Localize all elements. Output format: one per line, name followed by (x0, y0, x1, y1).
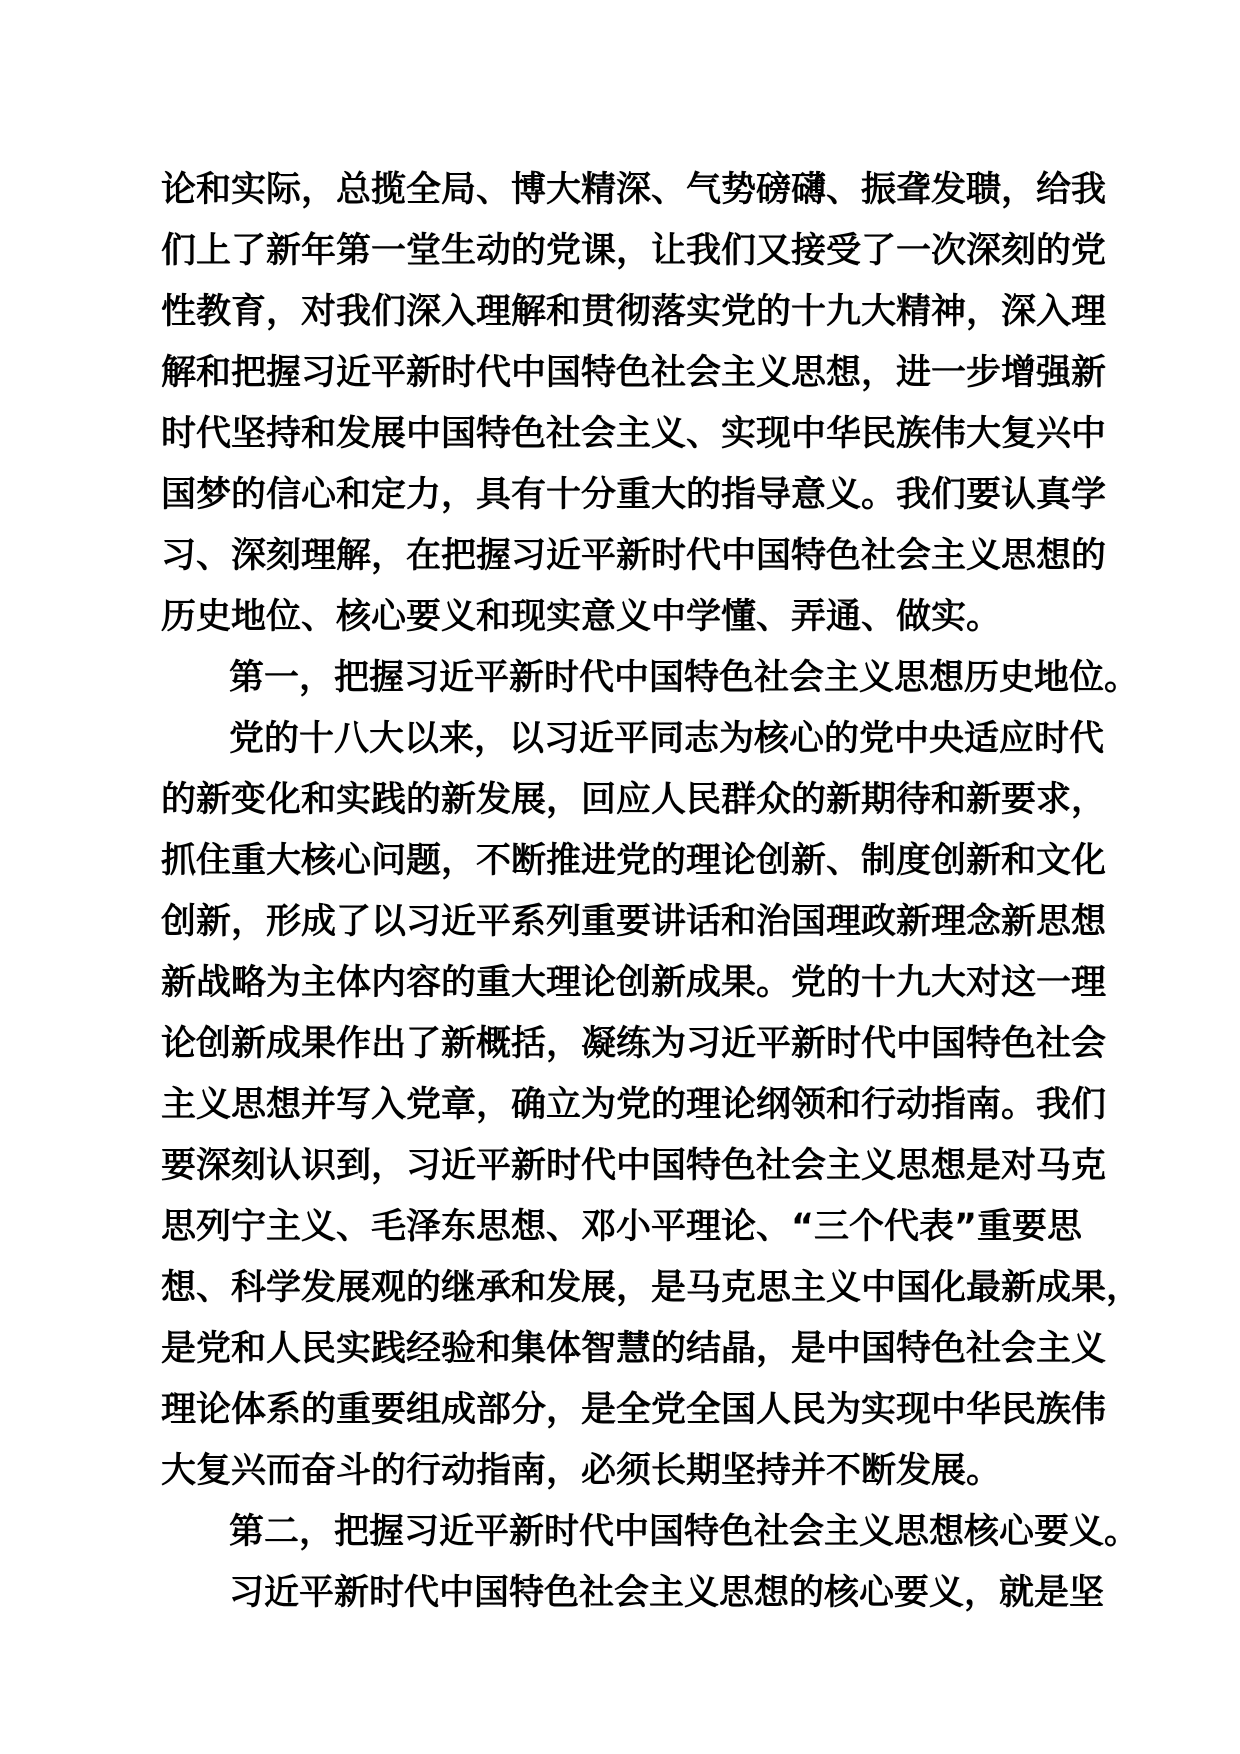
text-line: 党的十八大以来，以习近平同志为核心的党中央适应时代 (229, 719, 1105, 759)
text-line: 抓住重大核心问题，不断推进党的理论创新、制度创新和文化 (161, 841, 1107, 881)
text-line: 创新，形成了以习近平系列重要讲话和治国理政新理念新思想 (161, 902, 1107, 942)
text-line: 新战略为主体内容的重大理论创新成果。党的十九大对这一理 (161, 963, 1107, 1003)
text-line: 国梦的信心和定力，具有十分重大的指导意义。我们要认真学 (161, 475, 1107, 515)
section-heading: 第二，把握习近平新时代中国特色社会主义思想核心要义。 (229, 1512, 1140, 1552)
text-line: 解和把握习近平新时代中国特色社会主义思想，进一步增强新 (161, 353, 1107, 393)
section-heading: 第一，把握习近平新时代中国特色社会主义思想历史地位。 (229, 658, 1140, 698)
text-line: 理论体系的重要组成部分，是全党全国人民为实现中华民族伟 (161, 1390, 1107, 1430)
text-line: 大复兴而奋斗的行动指南，必须长期坚持并不断发展。 (161, 1451, 1002, 1491)
text-line: 要深刻认识到，习近平新时代中国特色社会主义思想是对马克 (161, 1146, 1107, 1186)
text-line: 思列宁主义、毛泽东思想、邓小平理论、“三个代表”重要思 (161, 1207, 1083, 1247)
text-line: 论创新成果作出了新概括，凝练为习近平新时代中国特色社会 (161, 1024, 1107, 1064)
text-line: 主义思想并写入党章，确立为党的理论纲领和行动指南。我们 (161, 1085, 1107, 1125)
document-body (161, 160, 1142, 1624)
text-line: 时代坚持和发展中国特色社会主义、实现中华民族伟大复兴中 (161, 414, 1107, 454)
text-line: 历史地位、核心要义和现实意义中学懂、弄通、做实。 (161, 597, 1002, 637)
text-line: 习、深刻理解，在把握习近平新时代中国特色社会主义思想的 (161, 536, 1107, 576)
text-line: 论和实际，总揽全局、博大精深、气势磅礴、振聋发聩，给我 (161, 170, 1107, 210)
text-line: 想、科学发展观的继承和发展，是马克思主义中国化最新成果， (161, 1268, 1142, 1308)
text-line: 性教育，对我们深入理解和贯彻落实党的十九大精神，深入理 (161, 292, 1107, 332)
text-line: 习近平新时代中国特色社会主义思想的核心要义，就是坚 (229, 1573, 1105, 1613)
text-line: 的新变化和实践的新发展，回应人民群众的新期待和新要求， (161, 780, 1107, 820)
text-line: 是党和人民实践经验和集体智慧的结晶，是中国特色社会主义 (161, 1329, 1107, 1369)
text-line: 们上了新年第一堂生动的党课，让我们又接受了一次深刻的党 (161, 231, 1107, 271)
